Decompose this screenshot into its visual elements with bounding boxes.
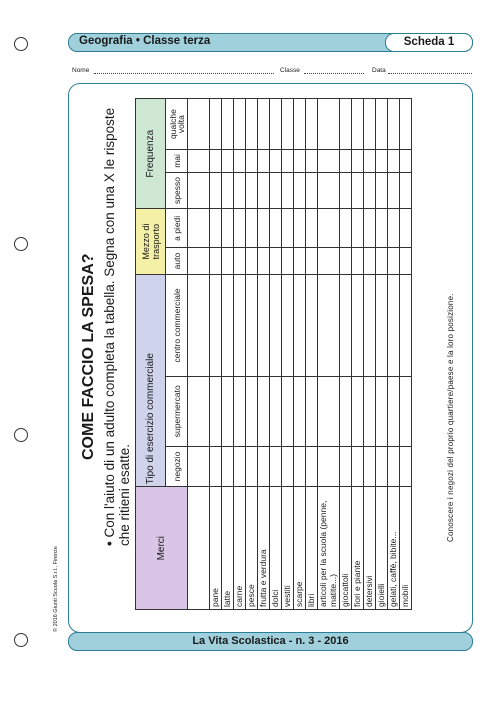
table-row-label: libri (306, 487, 318, 610)
rotated-content (70, 86, 470, 630)
table-row-label: carne (234, 487, 246, 610)
class-label: Classe (280, 67, 300, 74)
footnote: Conoscere i negozi del proprio quartiere/paese e la loro posizione. (446, 293, 455, 542)
table-row-label: latte (222, 487, 234, 610)
binder-hole-2 (14, 237, 28, 251)
sub-qualche-volta: qualche volta (166, 99, 188, 150)
table-row-label: scarpe (294, 487, 306, 610)
table-row-label: pesce (246, 487, 258, 610)
sheet-number: Scheda 1 (385, 33, 473, 52)
table-row-label: gelati, caffè, bibite... (388, 487, 400, 610)
sub-auto: auto (166, 248, 188, 275)
sub-centro: centro commerciale (166, 274, 188, 376)
table-row-label: gioielli (376, 487, 388, 610)
shopping-table (135, 98, 412, 610)
binder-hole-1 (14, 37, 28, 51)
footer-bar: La Vita Scolastica - n. 3 - 2016 (68, 632, 473, 651)
table-row-label: dolci (270, 487, 282, 610)
instructions-text: Con l'aiuto di un adulto completa la tabella. Segna con una X le risposte che ritieni esatte. (102, 107, 132, 546)
table-row-label: fiori e piante (352, 487, 364, 610)
class-line[interactable] (304, 73, 364, 74)
frequenza-header: Frequenza (136, 99, 166, 209)
date-line[interactable] (388, 73, 472, 74)
page-heading: COME FACCIO LA SPESA? (80, 253, 97, 460)
table-row-label: vestiti (282, 487, 294, 610)
name-label: Nome (72, 67, 90, 74)
header-bar (68, 33, 473, 52)
subject-title: Geografia • Classe terza (79, 35, 211, 47)
copyright-note: © 2016 Giunti Scuola S.r.l., Firenze (53, 546, 59, 632)
sub-supermercato: supermercato (166, 377, 188, 446)
sub-spesso: spesso (166, 172, 188, 209)
binder-hole-4 (14, 633, 28, 647)
sub-mai: mai (166, 150, 188, 172)
table-row-label: articoli per la scuola (penne, matite...) (318, 487, 340, 610)
name-line[interactable] (94, 73, 274, 74)
merci-header: Merci (136, 487, 188, 610)
table-row-label: detersivi (364, 487, 376, 610)
table-row-label: frutta e verdura (258, 487, 270, 610)
table-row-label: mobili (400, 487, 412, 610)
tipo-header: Tipo di esercizio commerciale (136, 274, 166, 487)
binder-hole-3 (14, 428, 28, 442)
instructions (102, 91, 132, 546)
table-row-label: pane (210, 487, 222, 610)
bullet-icon: • (102, 537, 117, 546)
mezzo-header: Mezzo di trasporto (136, 209, 166, 274)
sub-negozio: negozio (166, 446, 188, 487)
sub-piedi: a piedi (166, 209, 188, 248)
table-row-label: giocattoli (340, 487, 352, 610)
date-label: Data (372, 67, 386, 74)
